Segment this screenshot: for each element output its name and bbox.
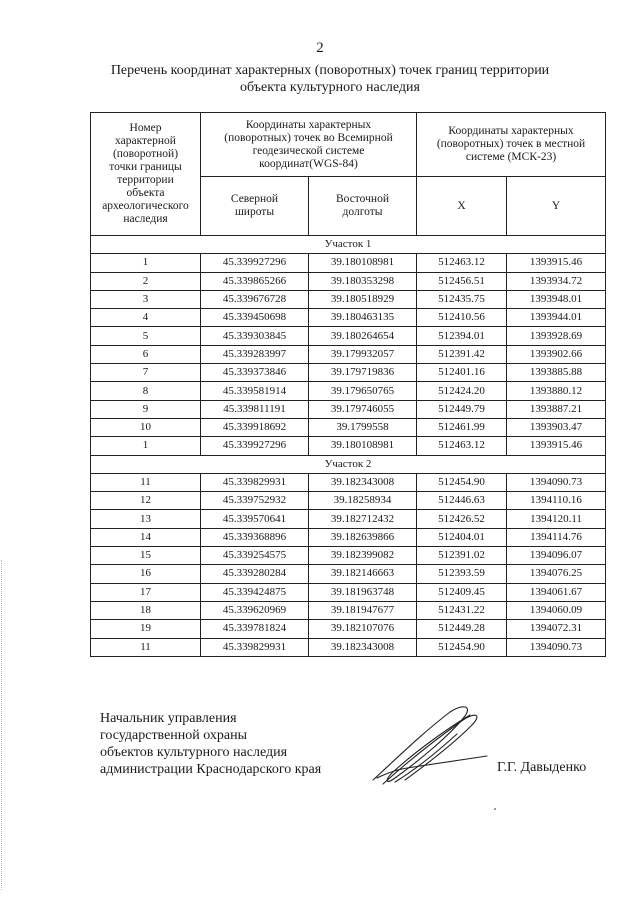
point-number-cell: 1	[91, 254, 201, 272]
x-coordinate-cell: 512449.28	[417, 620, 507, 638]
north-latitude-cell: 45.339424875	[201, 583, 309, 601]
section-header-row	[91, 236, 606, 254]
east-longitude-cell: 39.179650765	[309, 382, 417, 400]
y-coordinate-cell: 1393948.01	[507, 290, 606, 308]
east-longitude-cell: 39.182343008	[309, 473, 417, 491]
y-coordinate-cell: 1394114.76	[507, 528, 606, 546]
point-number-cell: 16	[91, 565, 201, 583]
y-coordinate-cell: 1393887.21	[507, 400, 606, 418]
header-y: Y	[507, 177, 606, 236]
y-coordinate-cell: 1394076.25	[507, 565, 606, 583]
y-coordinate-cell: 1393902.66	[507, 345, 606, 363]
signature-block	[100, 710, 321, 778]
y-coordinate-cell: 1393885.88	[507, 364, 606, 382]
east-longitude-cell: 39.179932057	[309, 345, 417, 363]
table-row	[91, 583, 606, 601]
signer-title-line: государственной охраны	[100, 728, 248, 743]
point-number-cell: 1	[91, 437, 201, 455]
north-latitude-cell: 45.339450698	[201, 309, 309, 327]
east-longitude-cell: 39.179746055	[309, 400, 417, 418]
table-row	[91, 510, 606, 528]
north-latitude-cell: 45.339829931	[201, 473, 309, 491]
table-row	[91, 601, 606, 619]
table-row	[91, 254, 606, 272]
east-longitude-cell: 39.1799558	[309, 418, 417, 436]
header-msk23: Координаты характерных (поворотных) точек в местной системе (МСК-23)	[417, 113, 606, 177]
east-longitude-cell: 39.182107076	[309, 620, 417, 638]
point-number-cell: 13	[91, 510, 201, 528]
y-coordinate-cell: 1394072.31	[507, 620, 606, 638]
section-title: Участок 2	[91, 455, 606, 473]
y-coordinate-cell: 1393934.72	[507, 272, 606, 290]
north-latitude-cell: 45.339811191	[201, 400, 309, 418]
x-coordinate-cell: 512426.52	[417, 510, 507, 528]
y-coordinate-cell: 1393903.47	[507, 418, 606, 436]
table-row	[91, 290, 606, 308]
table-row	[91, 400, 606, 418]
north-latitude-cell: 45.339752932	[201, 492, 309, 510]
point-number-cell: 5	[91, 327, 201, 345]
point-number-cell: 19	[91, 620, 201, 638]
north-latitude-cell: 45.339303845	[201, 327, 309, 345]
north-latitude-cell: 45.339676728	[201, 290, 309, 308]
x-coordinate-cell: 512424.20	[417, 382, 507, 400]
signer-title-line: администрации Краснодарского края	[100, 762, 322, 777]
north-latitude-cell: 45.339373846	[201, 364, 309, 382]
table-row	[91, 327, 606, 345]
table-row	[91, 309, 606, 327]
signer-title-line: Начальник управления	[100, 711, 237, 726]
point-number-cell: 11	[91, 638, 201, 656]
point-number-cell: 9	[91, 400, 201, 418]
east-longitude-cell: 39.182639866	[309, 528, 417, 546]
point-number-cell: 11	[91, 473, 201, 491]
north-latitude-cell: 45.339368896	[201, 528, 309, 546]
point-number-cell: 4	[91, 309, 201, 327]
x-coordinate-cell: 512454.90	[417, 638, 507, 656]
east-longitude-cell: 39.181947677	[309, 601, 417, 619]
x-coordinate-cell: 512435.75	[417, 290, 507, 308]
y-coordinate-cell: 1393944.01	[507, 309, 606, 327]
x-coordinate-cell: 512391.02	[417, 547, 507, 565]
north-latitude-cell: 45.339865266	[201, 272, 309, 290]
x-coordinate-cell: 512394.01	[417, 327, 507, 345]
table-row	[91, 565, 606, 583]
north-latitude-cell: 45.339581914	[201, 382, 309, 400]
page-number: 2	[316, 40, 324, 56]
coordinates-table	[90, 112, 606, 657]
section-title: Участок 1	[91, 236, 606, 254]
x-coordinate-cell: 512461.99	[417, 418, 507, 436]
header-x: X	[417, 177, 507, 236]
point-number-cell: 3	[91, 290, 201, 308]
north-latitude-cell: 45.339927296	[201, 437, 309, 455]
east-longitude-cell: 39.180108981	[309, 254, 417, 272]
point-number-cell: 14	[91, 528, 201, 546]
east-longitude-cell: 39.182146663	[309, 565, 417, 583]
y-coordinate-cell: 1394090.73	[507, 473, 606, 491]
table-row	[91, 492, 606, 510]
header-point-number: Номер характерной (поворотной) точки границы территории объекта археологического наследия	[91, 113, 201, 236]
x-coordinate-cell: 512463.12	[417, 254, 507, 272]
x-coordinate-cell: 512393.59	[417, 565, 507, 583]
table-row	[91, 547, 606, 565]
y-coordinate-cell: 1394110.16	[507, 492, 606, 510]
north-latitude-cell: 45.339829931	[201, 638, 309, 656]
x-coordinate-cell: 512409.45	[417, 583, 507, 601]
header-east-longitude: Восточной долготы	[309, 177, 417, 236]
table-row	[91, 528, 606, 546]
north-latitude-cell: 45.339781824	[201, 620, 309, 638]
table-row	[91, 345, 606, 363]
table-row	[91, 437, 606, 455]
x-coordinate-cell: 512431.22	[417, 601, 507, 619]
table-row	[91, 382, 606, 400]
table-row	[91, 638, 606, 656]
point-number-cell: 10	[91, 418, 201, 436]
point-number-cell: 7	[91, 364, 201, 382]
point-number-cell: 2	[91, 272, 201, 290]
point-number-cell: 8	[91, 382, 201, 400]
signer-title-line: объектов культурного наследия	[100, 745, 288, 760]
x-coordinate-cell: 512391.42	[417, 345, 507, 363]
y-coordinate-cell: 1393928.69	[507, 327, 606, 345]
north-latitude-cell: 45.339283997	[201, 345, 309, 363]
header-wgs84: Координаты характерных (поворотных) точек во Всемирной геодезической системе координат(WGS-84)	[201, 113, 417, 177]
y-coordinate-cell: 1394090.73	[507, 638, 606, 656]
y-coordinate-cell: 1393915.46	[507, 437, 606, 455]
east-longitude-cell: 39.180108981	[309, 437, 417, 455]
east-longitude-cell: 39.180353298	[309, 272, 417, 290]
table-row	[91, 473, 606, 491]
scan-edge-mark	[1, 560, 3, 890]
table-row	[91, 364, 606, 382]
signer-name: Г.Г. Давыденко	[497, 760, 587, 775]
y-coordinate-cell: 1394060.09	[507, 601, 606, 619]
y-coordinate-cell: 1393880.12	[507, 382, 606, 400]
east-longitude-cell: 39.180463135	[309, 309, 417, 327]
y-coordinate-cell: 1394120.11	[507, 510, 606, 528]
point-number-cell: 17	[91, 583, 201, 601]
point-number-cell: 18	[91, 601, 201, 619]
title-line-1: Перечень координат характерных (поворотных) точек границ территории	[110, 63, 550, 78]
point-number-cell: 12	[91, 492, 201, 510]
table-row	[91, 272, 606, 290]
x-coordinate-cell: 512410.56	[417, 309, 507, 327]
x-coordinate-cell: 512401.16	[417, 364, 507, 382]
title-line-2: объекта культурного наследия	[240, 80, 420, 95]
north-latitude-cell: 45.339620969	[201, 601, 309, 619]
x-coordinate-cell: 512404.01	[417, 528, 507, 546]
north-latitude-cell: 45.339918692	[201, 418, 309, 436]
east-longitude-cell: 39.179719836	[309, 364, 417, 382]
north-latitude-cell: 45.339254575	[201, 547, 309, 565]
east-longitude-cell: 39.182343008	[309, 638, 417, 656]
north-latitude-cell: 45.339280284	[201, 565, 309, 583]
header-north-latitude: Северной широты	[201, 177, 309, 236]
table-row	[91, 620, 606, 638]
point-number-cell: 15	[91, 547, 201, 565]
x-coordinate-cell: 512456.51	[417, 272, 507, 290]
y-coordinate-cell: 1394061.67	[507, 583, 606, 601]
x-coordinate-cell: 512454.90	[417, 473, 507, 491]
north-latitude-cell: 45.339927296	[201, 254, 309, 272]
document-title	[70, 62, 590, 96]
east-longitude-cell: 39.180264654	[309, 327, 417, 345]
east-longitude-cell: 39.182712432	[309, 510, 417, 528]
x-coordinate-cell: 512446.63	[417, 492, 507, 510]
table-body	[91, 236, 606, 657]
east-longitude-cell: 39.182399082	[309, 547, 417, 565]
scan-speck	[494, 808, 496, 810]
handwritten-signature	[365, 700, 495, 790]
table-row	[91, 418, 606, 436]
y-coordinate-cell: 1393915.46	[507, 254, 606, 272]
y-coordinate-cell: 1394096.07	[507, 547, 606, 565]
north-latitude-cell: 45.339570641	[201, 510, 309, 528]
east-longitude-cell: 39.181963748	[309, 583, 417, 601]
east-longitude-cell: 39.18258934	[309, 492, 417, 510]
x-coordinate-cell: 512463.12	[417, 437, 507, 455]
x-coordinate-cell: 512449.79	[417, 400, 507, 418]
east-longitude-cell: 39.180518929	[309, 290, 417, 308]
section-header-row	[91, 455, 606, 473]
point-number-cell: 6	[91, 345, 201, 363]
